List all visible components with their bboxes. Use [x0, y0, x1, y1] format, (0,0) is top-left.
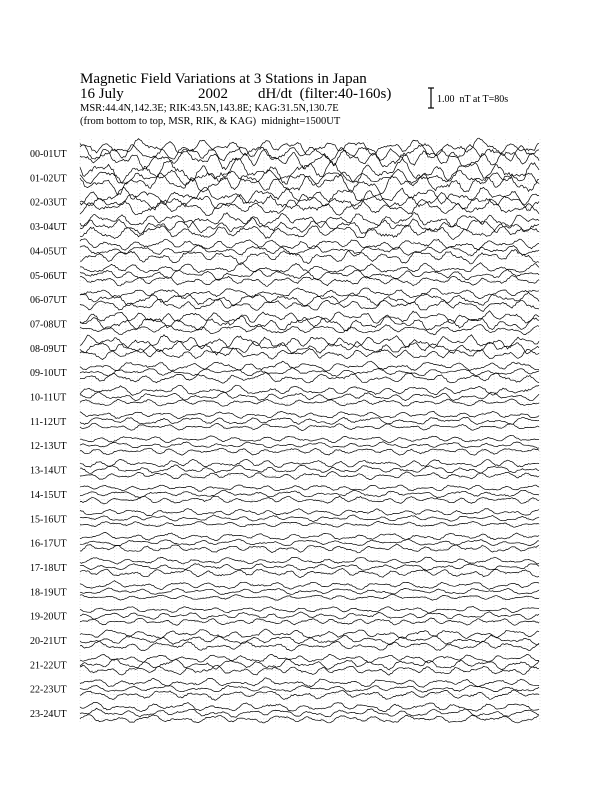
trace-line	[80, 588, 539, 594]
row-label: 08-09UT	[30, 343, 67, 355]
trace-line	[80, 263, 539, 273]
row-label: 18-19UT	[30, 587, 67, 599]
row-label: 17-18UT	[30, 562, 67, 574]
row-label: 01-02UT	[30, 173, 67, 185]
chart-date: 16 July	[80, 86, 124, 102]
trace-line	[80, 564, 539, 571]
row-label: 12-13UT	[30, 441, 67, 453]
trace-line	[80, 532, 539, 540]
trace-line	[80, 311, 539, 324]
trace-line	[80, 568, 539, 577]
trace-line	[80, 544, 539, 553]
row-label: 20-21UT	[30, 636, 67, 647]
trace-line	[80, 612, 539, 619]
trace-line	[80, 581, 539, 590]
row-label: 22-23UT	[30, 684, 67, 696]
row-label: 15-16UT	[30, 514, 67, 526]
row-label: 16-17UT	[30, 538, 67, 550]
trace-line	[80, 361, 539, 371]
station-order-note: (from bottom to top, MSR, RIK, & KAG) midnight=1500UT	[80, 116, 341, 127]
chart-year: 2002	[198, 86, 228, 102]
row-label: 10-11UT	[30, 392, 67, 404]
chart-title: Magnetic Field Variations at 3 Stations in Japan	[80, 71, 367, 87]
scale-label: 1.00 nT at T=80s	[437, 94, 509, 105]
trace-line	[80, 557, 539, 564]
row-label: 00-01UT	[30, 149, 67, 160]
chart-filter: dH/dt (filter:40-160s)	[258, 86, 392, 102]
row-label: 13-14UT	[30, 465, 67, 477]
trace-line	[80, 138, 539, 155]
row-label: 23-24UT	[30, 709, 67, 721]
station-coordinates: MSR:44.4N,142.3E; RIK:43.5N,143.8E; KAG:31.5N,130.7E	[80, 103, 339, 114]
row-label: 04-05UT	[30, 246, 67, 258]
trace-line	[80, 373, 539, 384]
row-label: 11-12UT	[30, 416, 67, 428]
trace-line	[80, 169, 539, 185]
row-label: 02-03UT	[30, 197, 67, 209]
row-label: 05-06UT	[30, 270, 67, 282]
trace-line	[80, 325, 539, 335]
row-label: 06-07UT	[30, 295, 67, 307]
row-label: 19-20UT	[30, 611, 67, 623]
trace-line	[80, 368, 539, 377]
row-label: 07-08UT	[30, 319, 67, 331]
row-label: 03-04UT	[30, 222, 67, 234]
trace-line	[80, 385, 539, 395]
scale-bar	[428, 88, 434, 108]
trace-line	[80, 199, 539, 216]
row-label: 14-15UT	[30, 489, 67, 501]
trace-line	[80, 348, 539, 359]
row-label: 21-22UT	[30, 660, 67, 672]
row-label: 09-10UT	[30, 368, 67, 380]
